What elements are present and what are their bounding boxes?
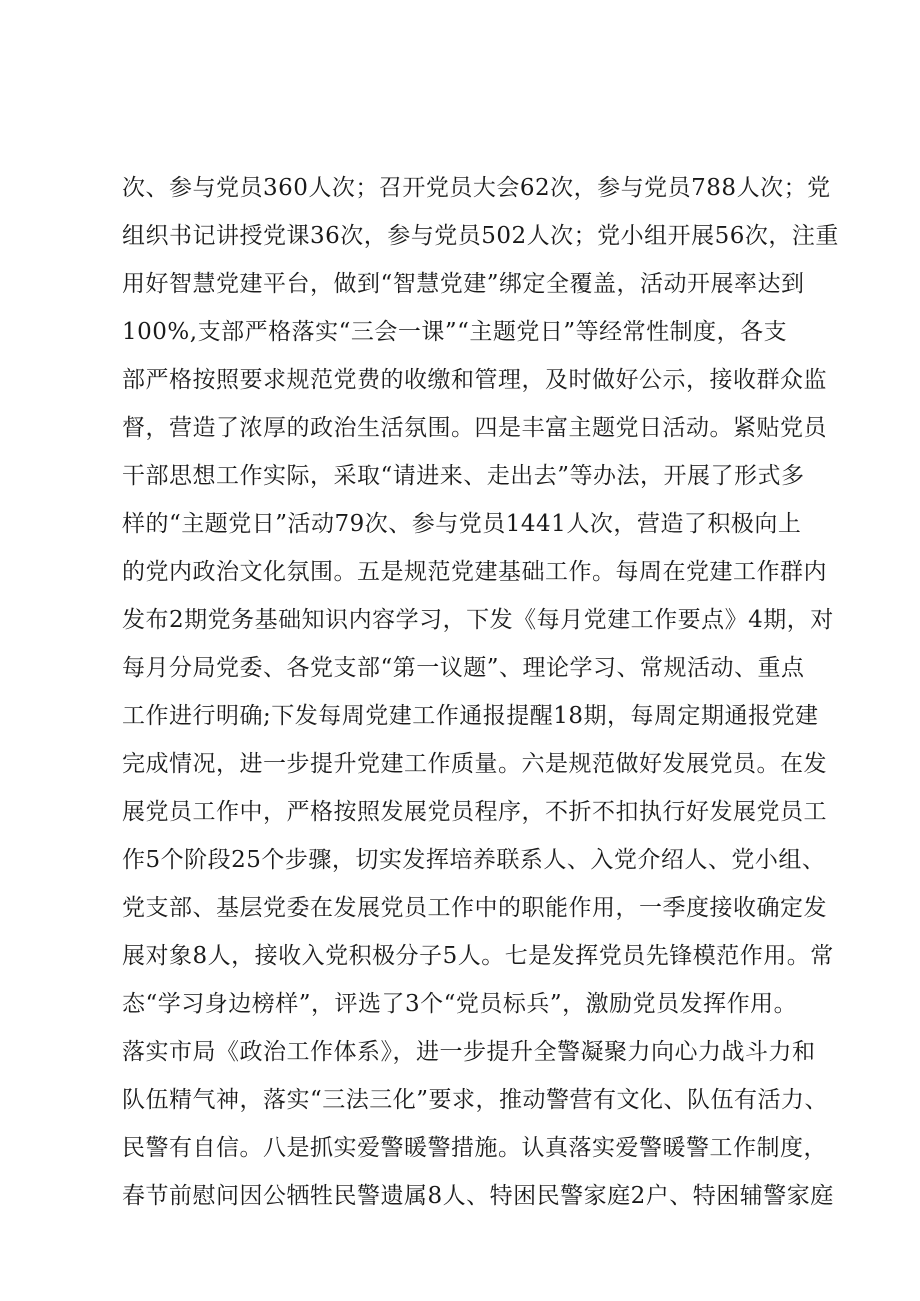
text-line-9: 的党内政治文化氛围。五是规范党建基础工作。每周在党建工作群内	[122, 559, 827, 585]
text-line-10: 发布2期党务基础知识内容学习，下发《每月党建工作要点》4期，对	[122, 607, 834, 633]
text-line-8: 样的“主题党日”活动79次、参与党员1441人次，营造了积极向上	[122, 511, 802, 537]
text-line-5: 部严格按照要求规范党费的收缴和管理，及时做好公示，接收群众监	[122, 367, 827, 393]
text-line-16: 党支部、基层党委在发展党员工作中的职能作用，一季度接收确定发	[122, 895, 827, 921]
body-text	[122, 164, 839, 1220]
text-line-20: 队伍精气神，落实“三法三化”要求，推动警营有文化、队伍有活力、	[122, 1087, 829, 1113]
text-line-3: 用好智慧党建平台，做到“智慧党建”绑定全覆盖，活动开展率达到	[122, 271, 805, 297]
text-line-13: 完成情况，进一步提升党建工作质量。六是规范做好发展党员。在发	[122, 751, 827, 777]
text-line-14: 展党员工作中，严格按照发展党员程序，不折不扣执行好发展党员工	[122, 799, 827, 825]
text-line-4: 100%,支部严格落实“三会一课”“主题党日”等经常性制度，各支	[122, 319, 788, 345]
text-line-6: 督，营造了浓厚的政治生活氛围。四是丰富主题党日活动。紧贴党员	[122, 415, 827, 441]
text-line-17: 展对象8人，接收入党积极分子5人。七是发挥党员先锋模范作用。常	[122, 943, 834, 969]
text-line-22: 春节前慰问因公牺牲民警遗属8人、特困民警家庭2户、特困辅警家庭	[122, 1183, 834, 1209]
text-line-21: 民警有自信。八是抓实爱警暖警措施。认真落实爱警暖警工作制度，	[122, 1135, 827, 1161]
text-line-12: 工作进行明确;下发每周党建工作通报提醒18期，每周定期通报党建	[122, 703, 819, 729]
text-line-1: 次、参与党员360人次；召开党员大会62次，参与党员788人次；党	[122, 175, 831, 201]
text-line-2: 组织书记讲授党课36次，参与党员502人次；党小组开展56次，注重	[122, 223, 839, 249]
text-line-7: 干部思想工作实际，采取“请进来、走出去”等办法，开展了形式多	[122, 463, 805, 489]
text-line-19: 落实市局《政治工作体系》，进一步提升全警凝聚力向心力战斗力和	[122, 1039, 816, 1065]
text-line-11: 每月分局党委、各党支部“第一议题”、理论学习、常规活动、重点	[122, 655, 805, 681]
text-line-15: 作5个阶段25个步骤，切实发挥培养联系人、入党介绍人、党小组、	[122, 847, 826, 873]
text-line-18: 态“学习身边榜样”，评选了3个“党员标兵”，激励党员发挥作用。	[122, 991, 798, 1017]
